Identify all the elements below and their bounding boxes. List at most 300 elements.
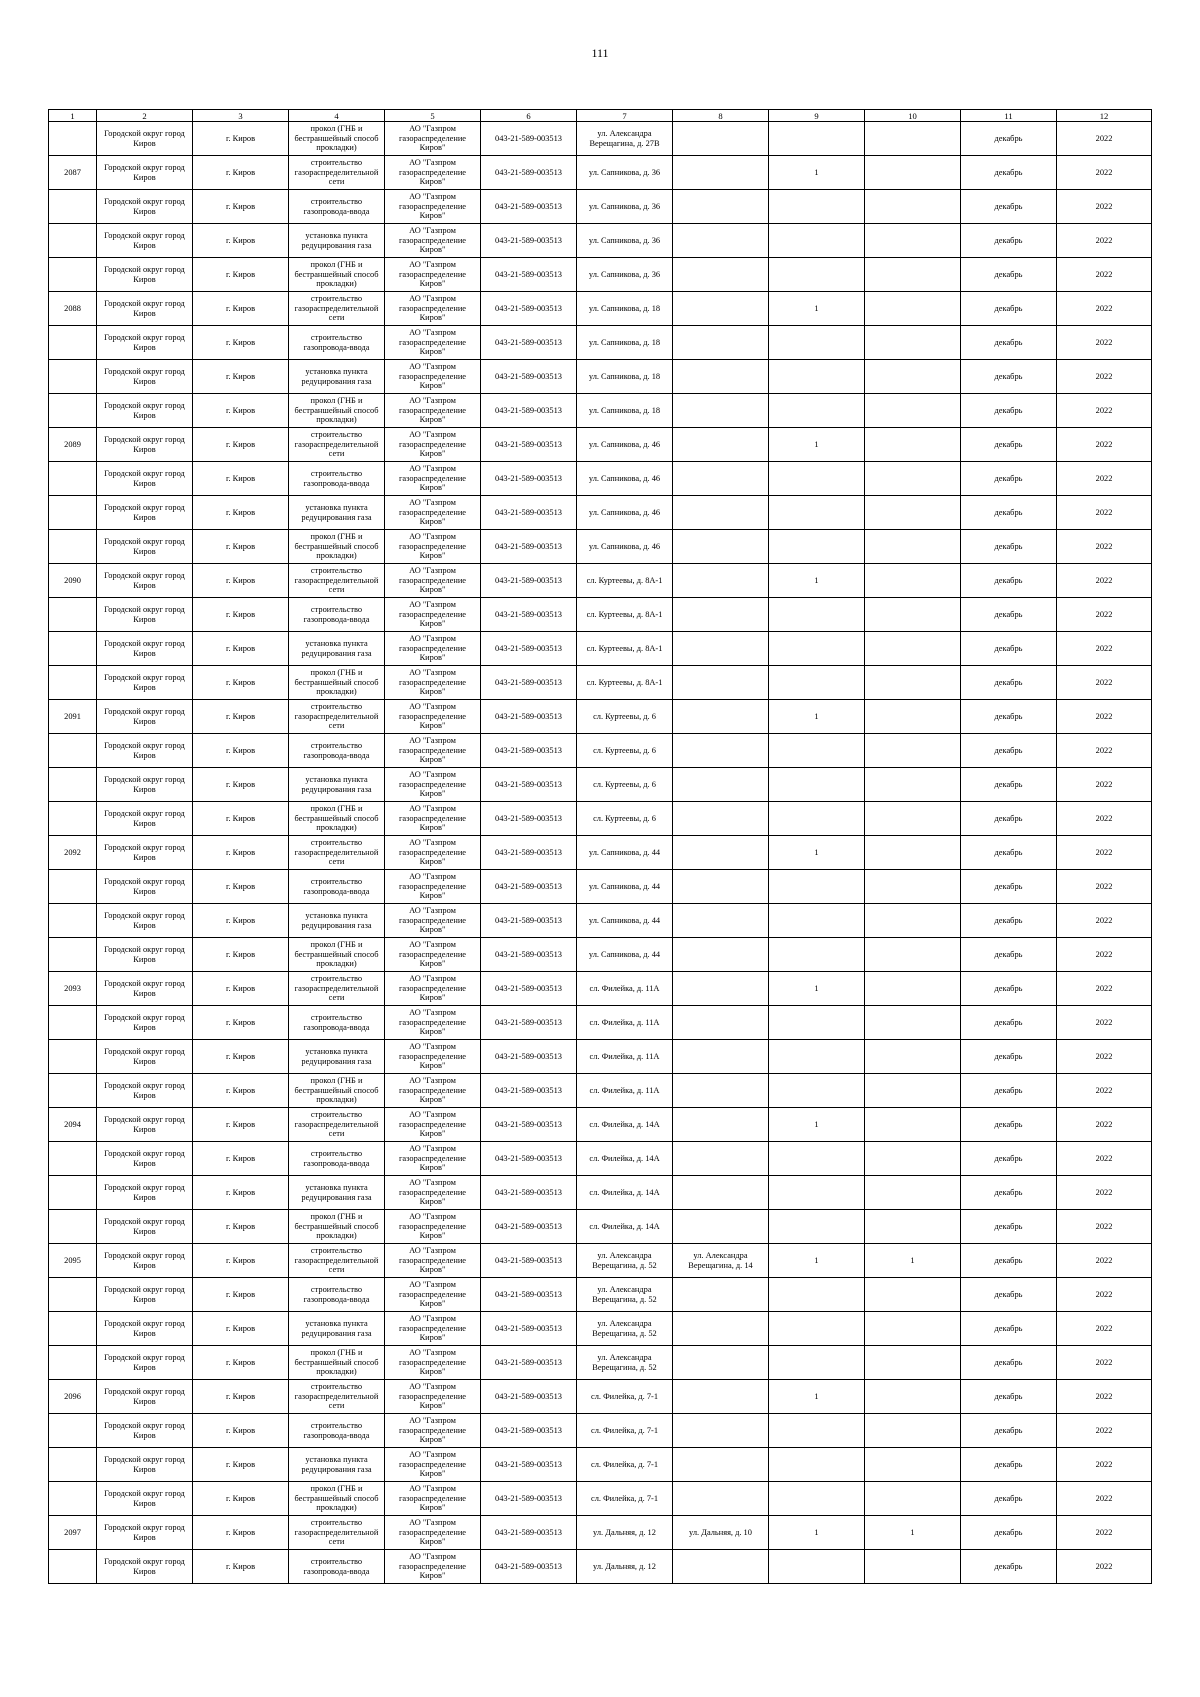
- cell-text: 043-21-589-003513: [495, 1323, 562, 1333]
- cell-text: 043-21-589-003513: [495, 1221, 562, 1231]
- cell-text: АО "Газпром газораспределение Киров": [398, 362, 467, 391]
- cell-text: 1: [814, 1391, 819, 1401]
- organization-cell: [385, 394, 481, 428]
- cell-text: 2022: [1095, 949, 1113, 959]
- cell-text: 043-21-589-003513: [495, 405, 562, 415]
- month-cell: [961, 394, 1057, 428]
- organization-cell: [385, 156, 481, 190]
- address-2-cell: [673, 360, 769, 394]
- program-code-cell: [481, 1312, 577, 1346]
- cell-text: 2022: [1095, 1153, 1113, 1163]
- address-2-cell: [673, 1244, 769, 1278]
- municipality-cell: [97, 292, 193, 326]
- address-cell: [577, 1176, 673, 1210]
- cell-text: декабрь: [994, 677, 1023, 687]
- municipality-cell: [97, 462, 193, 496]
- municipality-cell: [97, 598, 193, 632]
- organization-cell: [385, 1006, 481, 1040]
- cell-text: 043-21-589-003513: [495, 1289, 562, 1299]
- address-cell: [577, 1550, 673, 1584]
- municipality-cell: [97, 394, 193, 428]
- cell-text: Городской округ город Киров: [104, 570, 185, 590]
- address-cell: [577, 190, 673, 224]
- address-2-cell: [673, 530, 769, 564]
- year-cell: [1057, 666, 1152, 700]
- row-number-cell: [49, 1074, 97, 1108]
- work-type-cell: [289, 156, 385, 190]
- cell-text: 2096: [64, 1391, 81, 1401]
- work-type-cell: [289, 496, 385, 530]
- municipality-cell: [97, 768, 193, 802]
- cell-text: г. Киров: [225, 1051, 256, 1061]
- address-cell: [577, 360, 673, 394]
- locality-cell: [193, 190, 289, 224]
- cell-text: АО "Газпром газораспределение Киров": [398, 1552, 467, 1581]
- count-1-cell: [769, 1414, 865, 1448]
- cell-text: АО "Газпром газораспределение Киров": [398, 940, 467, 969]
- locality-cell: [193, 530, 289, 564]
- month-cell: [961, 190, 1057, 224]
- table-row: [49, 122, 1152, 156]
- address-2-cell: [673, 734, 769, 768]
- row-number-cell: [49, 1312, 97, 1346]
- organization-cell: [385, 258, 481, 292]
- cell-text: декабрь: [994, 847, 1023, 857]
- program-code-cell: [481, 496, 577, 530]
- count-2-cell: [865, 1244, 961, 1278]
- cell-text: г. Киров: [225, 167, 256, 177]
- year-cell: [1057, 802, 1152, 836]
- count-2-cell: [865, 768, 961, 802]
- cell-text: Городской округ город Киров: [104, 978, 185, 998]
- address-2-cell: [673, 496, 769, 530]
- cell-text: 2022: [1095, 1221, 1113, 1231]
- cell-text: 2022: [1095, 1459, 1113, 1469]
- cell-text: ул. Сапникова, д. 44: [588, 847, 661, 857]
- program-code-cell: [481, 1346, 577, 1380]
- count-2-cell: [865, 1380, 961, 1414]
- address-2-cell: [673, 598, 769, 632]
- organization-cell: [385, 972, 481, 1006]
- cell-text: г. Киров: [225, 1085, 256, 1095]
- program-code-cell: [481, 1108, 577, 1142]
- table-row: [49, 1550, 1152, 1584]
- table-row: [49, 292, 1152, 326]
- cell-text: г. Киров: [225, 983, 256, 993]
- cell-text: ул. Сапникова, д. 18: [588, 371, 661, 381]
- locality-cell: [193, 1312, 289, 1346]
- table-row: [49, 530, 1152, 564]
- municipality-cell: [97, 666, 193, 700]
- work-type-cell: [289, 1278, 385, 1312]
- locality-cell: [193, 1176, 289, 1210]
- count-1-cell: [769, 1482, 865, 1516]
- municipality-cell: [97, 1482, 193, 1516]
- row-number-cell: [49, 1108, 97, 1142]
- row-number-cell: [49, 1550, 97, 1584]
- locality-cell: [193, 1244, 289, 1278]
- table-row: [49, 394, 1152, 428]
- cell-text: сл. Куртеевы, д. 8А-1: [586, 609, 663, 619]
- address-2-cell: [673, 224, 769, 258]
- address-2-cell: [673, 904, 769, 938]
- count-1-cell: [769, 1108, 865, 1142]
- cell-text: АО "Газпром газораспределение Киров": [398, 566, 467, 595]
- table-row: [49, 802, 1152, 836]
- year-cell: [1057, 530, 1152, 564]
- month-cell: [961, 530, 1057, 564]
- cell-text: 2022: [1095, 1425, 1113, 1435]
- work-type-cell: [289, 122, 385, 156]
- cell-text: Городской округ город Киров: [104, 1318, 185, 1338]
- cell-text: сл. Куртеевы, д. 6: [593, 813, 656, 823]
- table-body: [49, 122, 1152, 1584]
- cell-text: АО "Газпром газораспределение Киров": [398, 396, 467, 425]
- year-cell: [1057, 496, 1152, 530]
- organization-cell: [385, 768, 481, 802]
- cell-text: строительство газопровода-ввода: [303, 740, 370, 760]
- address-cell: [577, 530, 673, 564]
- cell-text: ул. Александра Верещагина, д. 27В: [589, 128, 660, 148]
- cell-text: АО "Газпром газораспределение Киров": [398, 1110, 467, 1139]
- cell-text: прокол (ГНБ и бестраншейный способ прокладки): [294, 1076, 379, 1105]
- cell-text: строительство газораспределительной сети: [294, 294, 379, 323]
- work-type-cell: [289, 1108, 385, 1142]
- count-1-cell: [769, 768, 865, 802]
- cell-text: АО "Газпром газораспределение Киров": [398, 430, 467, 459]
- cell-text: Городской округ город Киров: [104, 944, 185, 964]
- row-number-cell: [49, 1176, 97, 1210]
- organization-cell: [385, 122, 481, 156]
- locality-cell: [193, 972, 289, 1006]
- year-cell: [1057, 564, 1152, 598]
- program-code-cell: [481, 122, 577, 156]
- cell-text: декабрь: [994, 1323, 1023, 1333]
- year-cell: [1057, 1482, 1152, 1516]
- municipality-cell: [97, 156, 193, 190]
- count-1-cell: [769, 156, 865, 190]
- count-2-cell: [865, 360, 961, 394]
- cell-text: Городской округ город Киров: [104, 910, 185, 930]
- cell-text: ул. Сапникова, д. 46: [588, 541, 661, 551]
- cell-text: АО "Газпром газораспределение Киров": [398, 226, 467, 255]
- cell-text: 2022: [1095, 473, 1113, 483]
- count-2-cell: [865, 972, 961, 1006]
- municipality-cell: [97, 734, 193, 768]
- locality-cell: [193, 802, 289, 836]
- count-1-cell: [769, 326, 865, 360]
- cell-text: ул. Дальняя, д. 10: [689, 1527, 752, 1537]
- count-1-cell: [769, 1312, 865, 1346]
- count-2-cell: [865, 836, 961, 870]
- count-1-cell: [769, 836, 865, 870]
- municipality-cell: [97, 836, 193, 870]
- cell-text: 043-21-589-003513: [495, 1357, 562, 1367]
- work-type-cell: [289, 1414, 385, 1448]
- program-code-cell: [481, 1278, 577, 1312]
- cell-text: 2022: [1095, 1085, 1113, 1095]
- table-row: [49, 564, 1152, 598]
- cell-text: 2022: [1095, 983, 1113, 993]
- address-cell: [577, 224, 673, 258]
- year-cell: [1057, 190, 1152, 224]
- month-cell: [961, 496, 1057, 530]
- month-cell: [961, 700, 1057, 734]
- cell-text: АО "Газпром газораспределение Киров": [398, 328, 467, 357]
- table-row: [49, 156, 1152, 190]
- municipality-cell: [97, 1142, 193, 1176]
- cell-text: г. Киров: [225, 1119, 256, 1129]
- address-cell: [577, 496, 673, 530]
- program-code-cell: [481, 156, 577, 190]
- cell-text: АО "Газпром газораспределение Киров": [398, 974, 467, 1003]
- cell-text: г. Киров: [225, 711, 256, 721]
- cell-text: сл. Филейка, д. 7-1: [590, 1391, 659, 1401]
- year-cell: [1057, 1074, 1152, 1108]
- address-2-cell: [673, 1414, 769, 1448]
- cell-text: г. Киров: [225, 643, 256, 653]
- row-number-cell: [49, 802, 97, 836]
- count-1-cell: [769, 1448, 865, 1482]
- cell-text: 043-21-589-003513: [495, 1153, 562, 1163]
- year-cell: [1057, 122, 1152, 156]
- program-code-cell: [481, 1244, 577, 1278]
- cell-text: г. Киров: [225, 609, 256, 619]
- address-2-cell: [673, 768, 769, 802]
- program-code-cell: [481, 224, 577, 258]
- count-1-cell: [769, 1516, 865, 1550]
- count-2-cell: [865, 1040, 961, 1074]
- address-2-cell: [673, 156, 769, 190]
- cell-text: Городской округ город Киров: [104, 1216, 185, 1236]
- cell-text: г. Киров: [225, 439, 256, 449]
- organization-cell: [385, 1312, 481, 1346]
- cell-text: строительство газораспределительной сети: [294, 158, 379, 187]
- cell-text: декабрь: [994, 507, 1023, 517]
- count-1-cell: [769, 598, 865, 632]
- year-cell: [1057, 700, 1152, 734]
- cell-text: ул. Сапникова, д. 46: [588, 439, 661, 449]
- cell-text: декабрь: [994, 337, 1023, 347]
- municipality-cell: [97, 802, 193, 836]
- row-number-cell: [49, 598, 97, 632]
- count-1-cell: [769, 1142, 865, 1176]
- cell-text: 043-21-589-003513: [495, 473, 562, 483]
- cell-text: АО "Газпром газораспределение Киров": [398, 464, 467, 493]
- locality-cell: [193, 394, 289, 428]
- address-cell: [577, 1414, 673, 1448]
- count-1-cell: [769, 802, 865, 836]
- cell-text: Городской округ город Киров: [104, 842, 185, 862]
- cell-text: 2022: [1095, 1323, 1113, 1333]
- locality-cell: [193, 768, 289, 802]
- year-cell: [1057, 428, 1152, 462]
- row-number-cell: [49, 1040, 97, 1074]
- month-cell: [961, 598, 1057, 632]
- address-cell: [577, 1006, 673, 1040]
- table-row: [49, 666, 1152, 700]
- count-2-cell: [865, 1482, 961, 1516]
- cell-text: г. Киров: [225, 677, 256, 687]
- address-cell: [577, 1278, 673, 1312]
- cell-text: Городской округ город Киров: [104, 536, 185, 556]
- table-row: [49, 360, 1152, 394]
- cell-text: декабрь: [994, 439, 1023, 449]
- cell-text: Городской округ город Киров: [104, 230, 185, 250]
- work-type-cell: [289, 258, 385, 292]
- count-2-cell: [865, 1516, 961, 1550]
- organization-cell: [385, 1040, 481, 1074]
- cell-text: Городской округ город Киров: [104, 808, 185, 828]
- cell-text: 2022: [1095, 1391, 1113, 1401]
- table-row: [49, 258, 1152, 292]
- cell-text: АО "Газпром газораспределение Киров": [398, 838, 467, 867]
- cell-text: АО "Газпром газораспределение Киров": [398, 124, 467, 153]
- locality-cell: [193, 1278, 289, 1312]
- address-2-cell: [673, 1346, 769, 1380]
- cell-text: строительство газопровода-ввода: [303, 196, 370, 216]
- program-code-cell: [481, 462, 577, 496]
- year-cell: [1057, 904, 1152, 938]
- month-cell: [961, 1210, 1057, 1244]
- cell-text: строительство газопровода-ввода: [303, 1556, 370, 1576]
- address-cell: [577, 394, 673, 428]
- municipality-cell: [97, 904, 193, 938]
- count-2-cell: [865, 1176, 961, 1210]
- cell-text: 2088: [64, 303, 81, 313]
- work-type-cell: [289, 326, 385, 360]
- work-type-cell: [289, 904, 385, 938]
- address-2-cell: [673, 122, 769, 156]
- column-header: 9: [769, 110, 865, 122]
- month-cell: [961, 870, 1057, 904]
- locality-cell: [193, 1108, 289, 1142]
- municipality-cell: [97, 1516, 193, 1550]
- month-cell: [961, 224, 1057, 258]
- locality-cell: [193, 1448, 289, 1482]
- work-type-cell: [289, 598, 385, 632]
- cell-text: 043-21-589-003513: [495, 745, 562, 755]
- cell-text: Городской округ город Киров: [104, 672, 185, 692]
- address-cell: [577, 666, 673, 700]
- address-cell: [577, 700, 673, 734]
- count-1-cell: [769, 360, 865, 394]
- cell-text: 043-21-589-003513: [495, 575, 562, 585]
- program-code-cell: [481, 326, 577, 360]
- count-2-cell: [865, 734, 961, 768]
- row-number-cell: [49, 258, 97, 292]
- table-row: [49, 326, 1152, 360]
- cell-text: г. Киров: [225, 133, 256, 143]
- program-code-cell: [481, 598, 577, 632]
- cell-text: 1: [814, 303, 819, 313]
- table-row: [49, 1142, 1152, 1176]
- work-type-cell: [289, 1040, 385, 1074]
- cell-text: декабрь: [994, 303, 1023, 313]
- organization-cell: [385, 1448, 481, 1482]
- count-1-cell: [769, 1278, 865, 1312]
- municipality-cell: [97, 1312, 193, 1346]
- cell-text: 2091: [64, 711, 81, 721]
- address-2-cell: [673, 1278, 769, 1312]
- year-cell: [1057, 598, 1152, 632]
- cell-text: г. Киров: [225, 1425, 256, 1435]
- year-cell: [1057, 1346, 1152, 1380]
- cell-text: АО "Газпром газораспределение Киров": [398, 1246, 467, 1275]
- organization-cell: [385, 1414, 481, 1448]
- address-cell: [577, 1380, 673, 1414]
- locality-cell: [193, 598, 289, 632]
- row-number-cell: [49, 904, 97, 938]
- cell-text: ул. Сапникова, д. 36: [588, 167, 661, 177]
- organization-cell: [385, 428, 481, 462]
- count-1-cell: [769, 1244, 865, 1278]
- cell-text: декабрь: [994, 1187, 1023, 1197]
- organization-cell: [385, 564, 481, 598]
- count-2-cell: [865, 1108, 961, 1142]
- column-header: 5: [385, 110, 481, 122]
- address-cell: [577, 1142, 673, 1176]
- cell-text: сл. Филейка, д. 7-1: [590, 1493, 659, 1503]
- cell-text: строительство газопровода-ввода: [303, 876, 370, 896]
- cell-text: 1: [814, 1119, 819, 1129]
- organization-cell: [385, 530, 481, 564]
- month-cell: [961, 666, 1057, 700]
- work-type-cell: [289, 1244, 385, 1278]
- cell-text: 2022: [1095, 507, 1113, 517]
- cell-text: ул. Сапникова, д. 44: [588, 949, 661, 959]
- cell-text: сл. Филейка, д. 11А: [589, 983, 660, 993]
- locality-cell: [193, 1482, 289, 1516]
- table-row: [49, 1448, 1152, 1482]
- column-header: 12: [1057, 110, 1152, 122]
- locality-cell: [193, 1006, 289, 1040]
- table-row: [49, 1040, 1152, 1074]
- month-cell: [961, 1278, 1057, 1312]
- month-cell: [961, 1176, 1057, 1210]
- locality-cell: [193, 632, 289, 666]
- count-1-cell: [769, 190, 865, 224]
- municipality-cell: [97, 360, 193, 394]
- count-1-cell: [769, 972, 865, 1006]
- cell-text: строительство газопровода-ввода: [303, 1148, 370, 1168]
- month-cell: [961, 156, 1057, 190]
- month-cell: [961, 1448, 1057, 1482]
- cell-text: 2022: [1095, 779, 1113, 789]
- month-cell: [961, 1142, 1057, 1176]
- cell-text: г. Киров: [225, 779, 256, 789]
- count-1-cell: [769, 258, 865, 292]
- cell-text: 043-21-589-003513: [495, 1085, 562, 1095]
- locality-cell: [193, 1414, 289, 1448]
- municipality-cell: [97, 632, 193, 666]
- cell-text: г. Киров: [225, 269, 256, 279]
- year-cell: [1057, 1244, 1152, 1278]
- cell-text: АО "Газпром газораспределение Киров": [398, 1450, 467, 1479]
- row-number-cell: [49, 1380, 97, 1414]
- organization-cell: [385, 700, 481, 734]
- count-1-cell: [769, 224, 865, 258]
- cell-text: г. Киров: [225, 1493, 256, 1503]
- municipality-cell: [97, 258, 193, 292]
- cell-text: Городской округ город Киров: [104, 332, 185, 352]
- row-number-cell: [49, 700, 97, 734]
- count-2-cell: [865, 1278, 961, 1312]
- cell-text: сл. Куртеевы, д. 8А-1: [586, 643, 663, 653]
- cell-text: 043-21-589-003513: [495, 541, 562, 551]
- address-2-cell: [673, 292, 769, 326]
- organization-cell: [385, 1482, 481, 1516]
